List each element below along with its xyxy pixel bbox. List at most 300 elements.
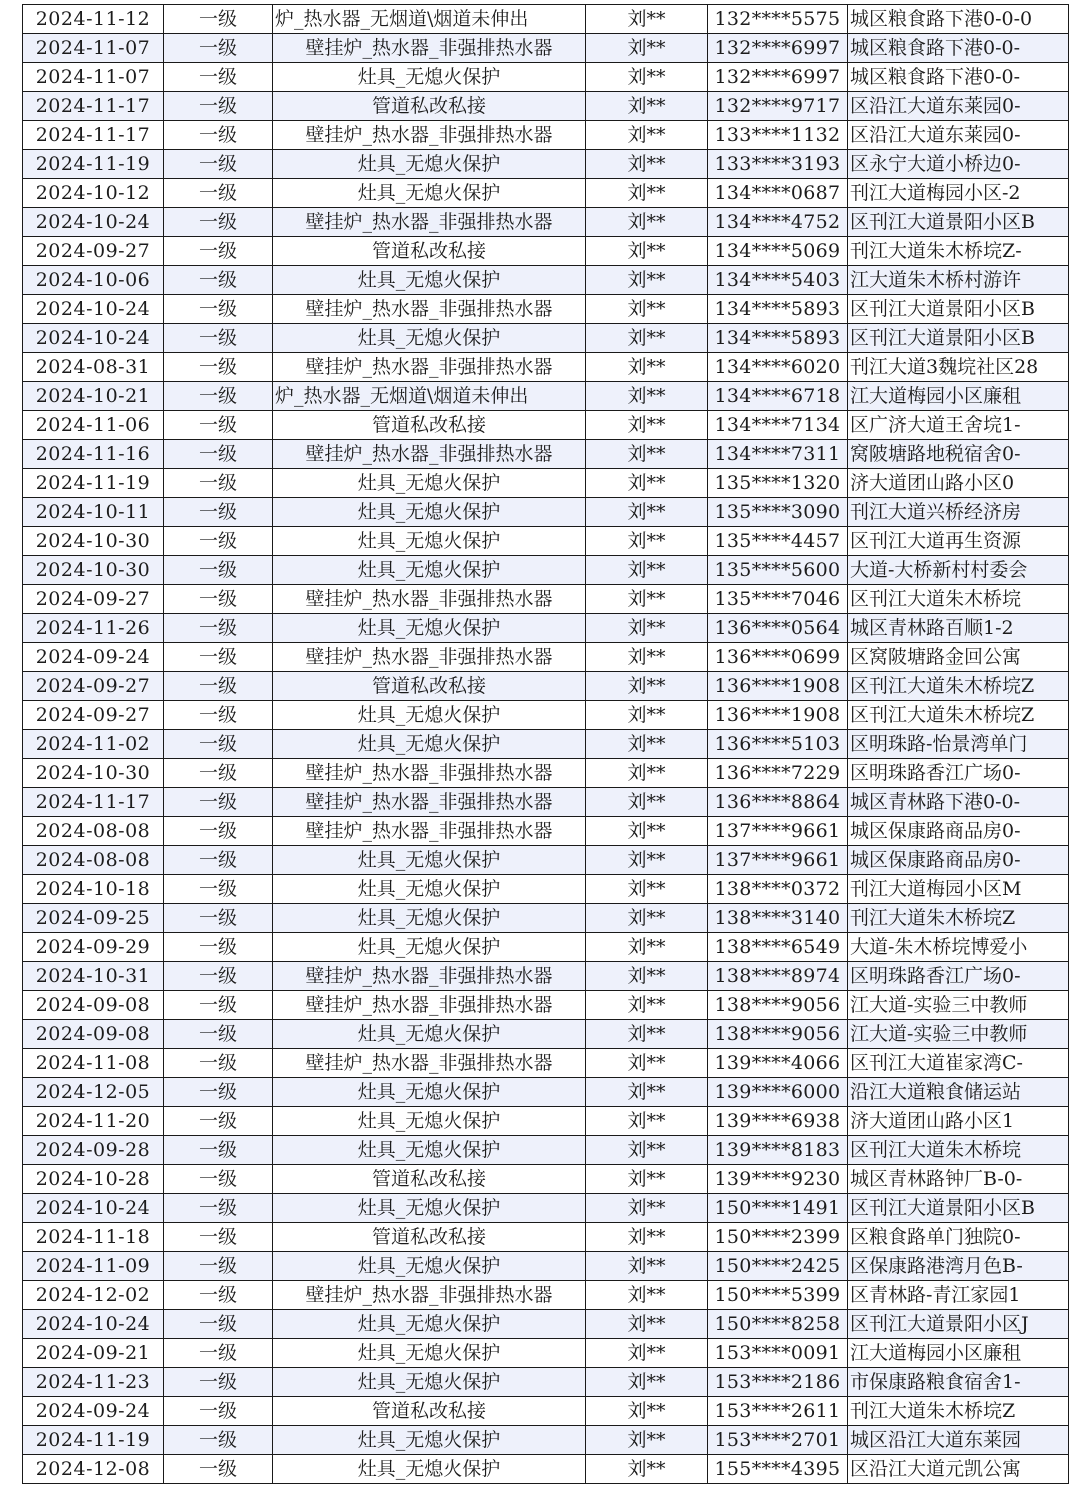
cell-level: 一级 (164, 701, 273, 730)
cell-level: 一级 (164, 730, 273, 759)
cell-name: 刘** (586, 556, 708, 585)
cell-date: 2024-12-05 (23, 1078, 164, 1107)
cell-phone: 134****4752 (708, 208, 848, 237)
cell-address: 区青林路-青江家园1 (848, 1281, 1069, 1310)
cell-name: 刘** (586, 585, 708, 614)
cell-hazard-type: 壁挂炉_热水器_非强排热水器 (273, 34, 586, 63)
cell-phone: 136****5103 (708, 730, 848, 759)
cell-hazard-type: 灶具_无熄火保护 (273, 701, 586, 730)
cell-address: 区刊江大道景阳小区B (848, 324, 1069, 353)
table-row (23, 1281, 1069, 1310)
cell-date: 2024-11-06 (23, 411, 164, 440)
cell-level: 一级 (164, 382, 273, 411)
cell-level: 一级 (164, 1368, 273, 1397)
table-row (23, 817, 1069, 846)
cell-phone: 135****1320 (708, 469, 848, 498)
table-row (23, 701, 1069, 730)
cell-name: 刘** (586, 1078, 708, 1107)
cell-phone: 134****5069 (708, 237, 848, 266)
cell-phone: 139****8183 (708, 1136, 848, 1165)
cell-phone: 132****9717 (708, 92, 848, 121)
cell-hazard-type: 灶具_无熄火保护 (273, 179, 586, 208)
cell-date: 2024-09-29 (23, 933, 164, 962)
table-row (23, 324, 1069, 353)
cell-name: 刘** (586, 208, 708, 237)
cell-level: 一级 (164, 498, 273, 527)
cell-date: 2024-11-07 (23, 63, 164, 92)
cell-phone: 135****5600 (708, 556, 848, 585)
cell-hazard-type: 灶具_无熄火保护 (273, 1194, 586, 1223)
cell-hazard-type: 灶具_无熄火保护 (273, 1107, 586, 1136)
cell-phone: 137****9661 (708, 817, 848, 846)
table-row (23, 991, 1069, 1020)
cell-date: 2024-08-08 (23, 846, 164, 875)
cell-phone: 150****8258 (708, 1310, 848, 1339)
cell-phone: 153****0091 (708, 1339, 848, 1368)
cell-hazard-type: 灶具_无熄火保护 (273, 1310, 586, 1339)
cell-hazard-type: 壁挂炉_热水器_非强排热水器 (273, 643, 586, 672)
cell-date: 2024-10-24 (23, 295, 164, 324)
cell-level: 一级 (164, 904, 273, 933)
cell-phone: 138****3140 (708, 904, 848, 933)
cell-hazard-type: 壁挂炉_热水器_非强排热水器 (273, 295, 586, 324)
cell-name: 刘** (586, 469, 708, 498)
cell-name: 刘** (586, 962, 708, 991)
cell-hazard-type: 壁挂炉_热水器_非强排热水器 (273, 585, 586, 614)
cell-phone: 153****2186 (708, 1368, 848, 1397)
cell-name: 刘** (586, 5, 708, 34)
table-row (23, 411, 1069, 440)
table-row (23, 208, 1069, 237)
cell-name: 刘** (586, 1165, 708, 1194)
cell-hazard-type: 灶具_无熄火保护 (273, 469, 586, 498)
table-row (23, 1455, 1069, 1484)
cell-hazard-type: 壁挂炉_热水器_非强排热水器 (273, 440, 586, 469)
cell-phone: 134****5403 (708, 266, 848, 295)
cell-date: 2024-09-27 (23, 237, 164, 266)
cell-address: 刊江大道3魏垸社区28 (848, 353, 1069, 382)
cell-name: 刘** (586, 179, 708, 208)
cell-address: 江大道梅园小区廉租 (848, 382, 1069, 411)
cell-date: 2024-11-19 (23, 469, 164, 498)
cell-date: 2024-11-17 (23, 92, 164, 121)
table-row (23, 121, 1069, 150)
table-row (23, 1368, 1069, 1397)
cell-address: 区永宁大道小桥边0- (848, 150, 1069, 179)
cell-date: 2024-11-09 (23, 1252, 164, 1281)
cell-address: 刊江大道朱木桥垸Z (848, 904, 1069, 933)
table-row (23, 92, 1069, 121)
table-row (23, 643, 1069, 672)
cell-address: 窝陂塘路地税宿舍0- (848, 440, 1069, 469)
cell-address: 区刊江大道景阳小区B (848, 1194, 1069, 1223)
table-row (23, 1107, 1069, 1136)
cell-hazard-type: 壁挂炉_热水器_非强排热水器 (273, 817, 586, 846)
cell-hazard-type: 灶具_无熄火保护 (273, 498, 586, 527)
cell-level: 一级 (164, 614, 273, 643)
cell-address: 区广济大道王舍垸1- (848, 411, 1069, 440)
cell-hazard-type: 壁挂炉_热水器_非强排热水器 (273, 121, 586, 150)
cell-address: 区明珠路香江广场0- (848, 962, 1069, 991)
table-row (23, 5, 1069, 34)
cell-date: 2024-10-21 (23, 382, 164, 411)
cell-level: 一级 (164, 411, 273, 440)
cell-address: 区刊江大道景阳小区B (848, 295, 1069, 324)
cell-address: 济大道团山路小区1 (848, 1107, 1069, 1136)
table-row (23, 962, 1069, 991)
cell-address: 刊江大道朱木桥垸Z- (848, 237, 1069, 266)
table-row (23, 179, 1069, 208)
cell-name: 刘** (586, 150, 708, 179)
cell-date: 2024-12-02 (23, 1281, 164, 1310)
table-row (23, 527, 1069, 556)
cell-date: 2024-09-25 (23, 904, 164, 933)
cell-address: 济大道团山路小区0 (848, 469, 1069, 498)
cell-level: 一级 (164, 1049, 273, 1078)
cell-date: 2024-11-16 (23, 440, 164, 469)
table-row (23, 1223, 1069, 1252)
cell-level: 一级 (164, 121, 273, 150)
cell-level: 一级 (164, 1426, 273, 1455)
table-row (23, 759, 1069, 788)
table-row (23, 788, 1069, 817)
cell-level: 一级 (164, 933, 273, 962)
cell-hazard-type: 灶具_无熄火保护 (273, 1136, 586, 1165)
cell-phone: 139****6938 (708, 1107, 848, 1136)
cell-phone: 136****1908 (708, 672, 848, 701)
cell-address: 城区沿江大道东莱园 (848, 1426, 1069, 1455)
cell-hazard-type: 灶具_无熄火保护 (273, 846, 586, 875)
cell-name: 刘** (586, 1252, 708, 1281)
cell-phone: 136****7229 (708, 759, 848, 788)
cell-date: 2024-11-23 (23, 1368, 164, 1397)
cell-date: 2024-10-06 (23, 266, 164, 295)
cell-date: 2024-11-17 (23, 121, 164, 150)
cell-phone: 138****8974 (708, 962, 848, 991)
cell-name: 刘** (586, 672, 708, 701)
table-row (23, 150, 1069, 179)
table-row (23, 1252, 1069, 1281)
cell-address: 城区保康路商品房0- (848, 846, 1069, 875)
cell-hazard-type: 壁挂炉_热水器_非强排热水器 (273, 962, 586, 991)
cell-level: 一级 (164, 962, 273, 991)
cell-level: 一级 (164, 469, 273, 498)
cell-name: 刘** (586, 846, 708, 875)
cell-name: 刘** (586, 933, 708, 962)
cell-phone: 133****1132 (708, 121, 848, 150)
cell-hazard-type: 壁挂炉_热水器_非强排热水器 (273, 991, 586, 1020)
cell-phone: 153****2611 (708, 1397, 848, 1426)
cell-name: 刘** (586, 295, 708, 324)
cell-level: 一级 (164, 353, 273, 382)
table-row (23, 382, 1069, 411)
cell-date: 2024-10-24 (23, 1194, 164, 1223)
table-row (23, 1049, 1069, 1078)
cell-hazard-type: 灶具_无熄火保护 (273, 266, 586, 295)
cell-name: 刘** (586, 324, 708, 353)
cell-phone: 136****8864 (708, 788, 848, 817)
hazard-records-table (22, 4, 1069, 1484)
cell-date: 2024-11-12 (23, 5, 164, 34)
cell-level: 一级 (164, 1165, 273, 1194)
cell-name: 刘** (586, 266, 708, 295)
cell-name: 刘** (586, 614, 708, 643)
table-row (23, 846, 1069, 875)
table-row (23, 1194, 1069, 1223)
cell-address: 区粮食路单门独院0- (848, 1223, 1069, 1252)
cell-date: 2024-10-11 (23, 498, 164, 527)
cell-name: 刘** (586, 1397, 708, 1426)
cell-phone: 155****4395 (708, 1455, 848, 1484)
cell-address: 区明珠路香江广场0- (848, 759, 1069, 788)
cell-address: 区沿江大道东莱园0- (848, 121, 1069, 150)
cell-hazard-type: 壁挂炉_热水器_非强排热水器 (273, 1281, 586, 1310)
cell-level: 一级 (164, 1455, 273, 1484)
cell-address: 区刊江大道再生资源 (848, 527, 1069, 556)
cell-level: 一级 (164, 991, 273, 1020)
cell-level: 一级 (164, 1194, 273, 1223)
cell-name: 刘** (586, 1194, 708, 1223)
cell-date: 2024-10-28 (23, 1165, 164, 1194)
cell-phone: 134****5893 (708, 295, 848, 324)
cell-level: 一级 (164, 585, 273, 614)
cell-name: 刘** (586, 788, 708, 817)
table-row (23, 1078, 1069, 1107)
cell-hazard-type: 灶具_无熄火保护 (273, 324, 586, 353)
cell-name: 刘** (586, 1281, 708, 1310)
cell-hazard-type: 管道私改私接 (273, 92, 586, 121)
cell-address: 市保康路粮食宿舍1- (848, 1368, 1069, 1397)
cell-hazard-type: 炉_热水器_无烟道\烟道未伸出 (273, 5, 586, 34)
cell-address: 江大道朱木桥村游许 (848, 266, 1069, 295)
table-row (23, 875, 1069, 904)
cell-name: 刘** (586, 440, 708, 469)
cell-address: 区沿江大道元凯公寓 (848, 1455, 1069, 1484)
cell-name: 刘** (586, 1020, 708, 1049)
cell-level: 一级 (164, 846, 273, 875)
cell-level: 一级 (164, 92, 273, 121)
table-row (23, 1397, 1069, 1426)
cell-address: 城区保康路商品房0- (848, 817, 1069, 846)
cell-name: 刘** (586, 411, 708, 440)
cell-phone: 134****7134 (708, 411, 848, 440)
cell-phone: 139****4066 (708, 1049, 848, 1078)
cell-address: 刊江大道朱木桥垸Z (848, 1397, 1069, 1426)
table-row (23, 237, 1069, 266)
table-row (23, 1426, 1069, 1455)
cell-date: 2024-11-08 (23, 1049, 164, 1078)
cell-phone: 153****2701 (708, 1426, 848, 1455)
cell-phone: 150****2425 (708, 1252, 848, 1281)
table-row (23, 1165, 1069, 1194)
cell-phone: 132****6997 (708, 63, 848, 92)
cell-hazard-type: 灶具_无熄火保护 (273, 527, 586, 556)
cell-phone: 136****0564 (708, 614, 848, 643)
cell-level: 一级 (164, 440, 273, 469)
cell-name: 刘** (586, 991, 708, 1020)
cell-hazard-type: 灶具_无熄火保护 (273, 1368, 586, 1397)
table-row (23, 1310, 1069, 1339)
cell-level: 一级 (164, 1223, 273, 1252)
cell-phone: 134****6020 (708, 353, 848, 382)
cell-phone: 138****0372 (708, 875, 848, 904)
cell-name: 刘** (586, 904, 708, 933)
cell-date: 2024-11-17 (23, 788, 164, 817)
table-row (23, 672, 1069, 701)
cell-level: 一级 (164, 788, 273, 817)
cell-name: 刘** (586, 1455, 708, 1484)
cell-address: 城区粮食路下港0-0- (848, 34, 1069, 63)
cell-phone: 150****1491 (708, 1194, 848, 1223)
cell-level: 一级 (164, 1078, 273, 1107)
cell-hazard-type: 灶具_无熄火保护 (273, 614, 586, 643)
cell-level: 一级 (164, 266, 273, 295)
cell-hazard-type: 灶具_无熄火保护 (273, 1339, 586, 1368)
cell-name: 刘** (586, 1223, 708, 1252)
cell-level: 一级 (164, 324, 273, 353)
cell-date: 2024-10-24 (23, 208, 164, 237)
cell-hazard-type: 灶具_无熄火保护 (273, 1426, 586, 1455)
cell-level: 一级 (164, 150, 273, 179)
cell-address: 区明珠路-怡景湾单门 (848, 730, 1069, 759)
cell-level: 一级 (164, 1020, 273, 1049)
cell-phone: 150****2399 (708, 1223, 848, 1252)
cell-level: 一级 (164, 1310, 273, 1339)
cell-phone: 139****6000 (708, 1078, 848, 1107)
cell-hazard-type: 管道私改私接 (273, 1165, 586, 1194)
cell-level: 一级 (164, 556, 273, 585)
cell-hazard-type: 灶具_无熄火保护 (273, 1252, 586, 1281)
cell-address: 城区青林路百顺1-2 (848, 614, 1069, 643)
cell-date: 2024-09-27 (23, 585, 164, 614)
cell-address: 大道-朱木桥垸博爱小 (848, 933, 1069, 962)
cell-name: 刘** (586, 701, 708, 730)
cell-name: 刘** (586, 730, 708, 759)
cell-name: 刘** (586, 643, 708, 672)
cell-name: 刘** (586, 1136, 708, 1165)
cell-hazard-type: 壁挂炉_热水器_非强排热水器 (273, 788, 586, 817)
cell-date: 2024-11-19 (23, 150, 164, 179)
table-row (23, 1020, 1069, 1049)
cell-date: 2024-12-08 (23, 1455, 164, 1484)
cell-name: 刘** (586, 34, 708, 63)
cell-date: 2024-08-08 (23, 817, 164, 846)
cell-name: 刘** (586, 817, 708, 846)
cell-address: 区沿江大道东莱园0- (848, 92, 1069, 121)
cell-name: 刘** (586, 353, 708, 382)
cell-name: 刘** (586, 1368, 708, 1397)
cell-phone: 132****6997 (708, 34, 848, 63)
cell-hazard-type: 灶具_无熄火保护 (273, 150, 586, 179)
cell-hazard-type: 管道私改私接 (273, 237, 586, 266)
cell-name: 刘** (586, 1049, 708, 1078)
cell-phone: 136****1908 (708, 701, 848, 730)
cell-date: 2024-11-18 (23, 1223, 164, 1252)
cell-date: 2024-09-27 (23, 672, 164, 701)
table-row (23, 730, 1069, 759)
table-row (23, 440, 1069, 469)
cell-date: 2024-10-30 (23, 527, 164, 556)
cell-address: 刊江大道梅园小区M (848, 875, 1069, 904)
table-row (23, 904, 1069, 933)
cell-address: 区窝陂塘路金回公寓 (848, 643, 1069, 672)
cell-hazard-type: 管道私改私接 (273, 672, 586, 701)
table-row (23, 614, 1069, 643)
cell-date: 2024-10-24 (23, 1310, 164, 1339)
cell-hazard-type: 管道私改私接 (273, 1397, 586, 1426)
cell-hazard-type: 炉_热水器_无烟道\烟道未伸出 (273, 382, 586, 411)
cell-hazard-type: 灶具_无熄火保护 (273, 730, 586, 759)
cell-level: 一级 (164, 527, 273, 556)
cell-phone: 135****4457 (708, 527, 848, 556)
cell-level: 一级 (164, 1397, 273, 1426)
table-row (23, 353, 1069, 382)
cell-phone: 135****7046 (708, 585, 848, 614)
cell-name: 刘** (586, 527, 708, 556)
cell-hazard-type: 管道私改私接 (273, 1223, 586, 1252)
cell-name: 刘** (586, 92, 708, 121)
cell-date: 2024-10-30 (23, 556, 164, 585)
cell-level: 一级 (164, 34, 273, 63)
cell-phone: 134****5893 (708, 324, 848, 353)
cell-level: 一级 (164, 208, 273, 237)
cell-name: 刘** (586, 237, 708, 266)
cell-date: 2024-11-02 (23, 730, 164, 759)
table-row (23, 1136, 1069, 1165)
cell-address: 区刊江大道朱木桥垸 (848, 585, 1069, 614)
cell-phone: 137****9661 (708, 846, 848, 875)
cell-hazard-type: 灶具_无熄火保护 (273, 63, 586, 92)
cell-date: 2024-08-31 (23, 353, 164, 382)
cell-date: 2024-09-21 (23, 1339, 164, 1368)
cell-hazard-type: 壁挂炉_热水器_非强排热水器 (273, 353, 586, 382)
cell-address: 城区粮食路下港0-0- (848, 63, 1069, 92)
table-row (23, 498, 1069, 527)
cell-address: 江大道-实验三中教师 (848, 1020, 1069, 1049)
cell-name: 刘** (586, 1339, 708, 1368)
cell-hazard-type: 灶具_无熄火保护 (273, 1020, 586, 1049)
cell-address: 城区青林路钟厂B-0- (848, 1165, 1069, 1194)
cell-level: 一级 (164, 63, 273, 92)
cell-hazard-type: 壁挂炉_热水器_非强排热水器 (273, 208, 586, 237)
cell-address: 区刊江大道朱木桥垸Z (848, 672, 1069, 701)
cell-phone: 134****0687 (708, 179, 848, 208)
cell-name: 刘** (586, 498, 708, 527)
cell-address: 区刊江大道朱木桥垸Z (848, 701, 1069, 730)
cell-name: 刘** (586, 1426, 708, 1455)
cell-phone: 134****7311 (708, 440, 848, 469)
cell-phone: 139****9230 (708, 1165, 848, 1194)
cell-hazard-type: 管道私改私接 (273, 411, 586, 440)
cell-level: 一级 (164, 237, 273, 266)
cell-level: 一级 (164, 759, 273, 788)
cell-date: 2024-10-18 (23, 875, 164, 904)
cell-phone: 136****0699 (708, 643, 848, 672)
cell-date: 2024-09-28 (23, 1136, 164, 1165)
cell-address: 区保康路港湾月色B- (848, 1252, 1069, 1281)
cell-level: 一级 (164, 1339, 273, 1368)
cell-level: 一级 (164, 1136, 273, 1165)
cell-hazard-type: 壁挂炉_热水器_非强排热水器 (273, 1049, 586, 1078)
cell-phone: 134****6718 (708, 382, 848, 411)
cell-level: 一级 (164, 1281, 273, 1310)
cell-date: 2024-11-19 (23, 1426, 164, 1455)
cell-address: 区刊江大道朱木桥垸 (848, 1136, 1069, 1165)
cell-level: 一级 (164, 1107, 273, 1136)
cell-name: 刘** (586, 875, 708, 904)
cell-date: 2024-09-24 (23, 643, 164, 672)
cell-date: 2024-10-31 (23, 962, 164, 991)
